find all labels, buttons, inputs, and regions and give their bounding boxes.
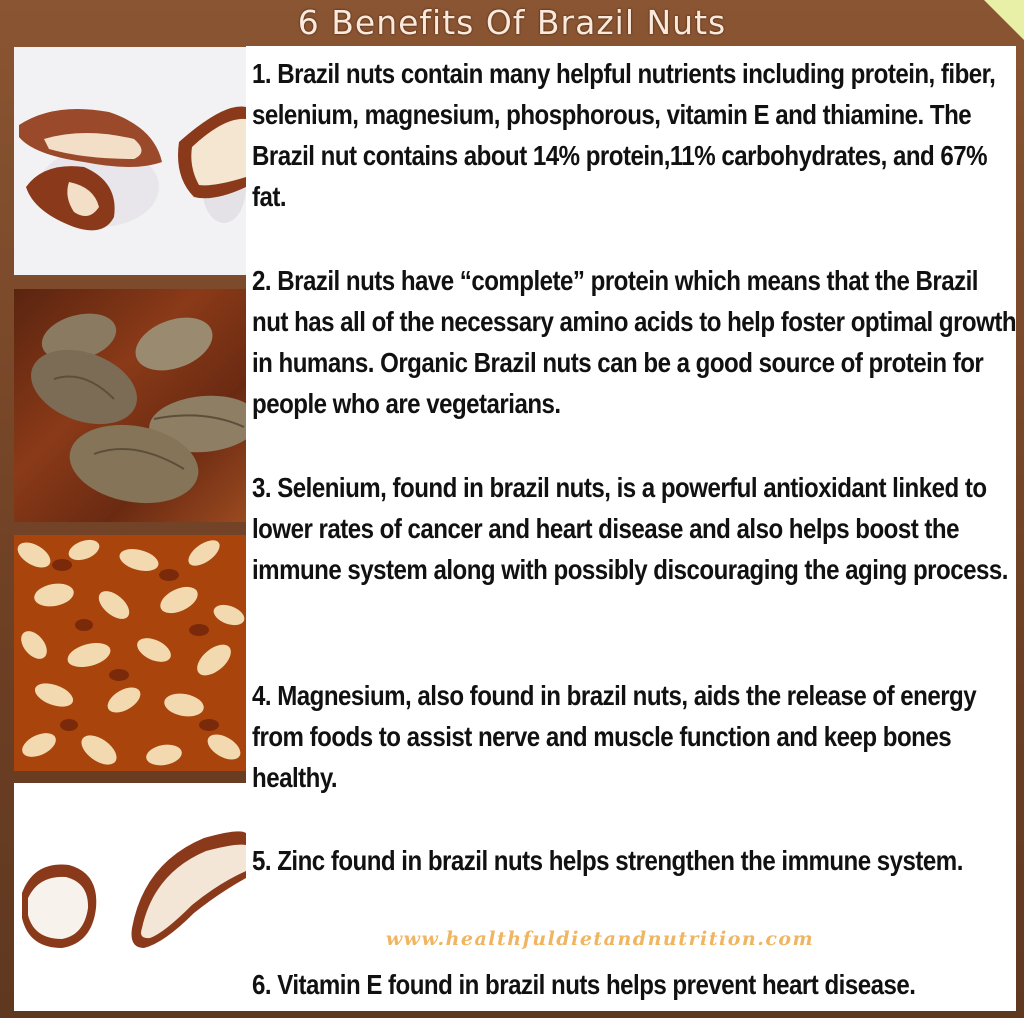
in-shell-nuts-illustration bbox=[14, 289, 246, 522]
shelled-nuts-illustration bbox=[14, 47, 246, 275]
photo-brazil-nut-pieces bbox=[14, 783, 246, 1011]
benefit-5-text: 5. Zinc found in brazil nuts helps strengthen the immune system. bbox=[252, 845, 963, 876]
photo-shelled-brazil-nuts bbox=[14, 47, 246, 275]
watermark-url: www.healthfuldietandnutrition.com bbox=[385, 928, 815, 950]
photo-brazil-nuts-in-shell bbox=[14, 289, 246, 522]
benefit-4-text: 4. Magnesium, also found in brazil nuts, aids the release of energy from foods to assist nerve and muscle function and keep bones healthy. bbox=[252, 680, 977, 793]
benefit-3-text: 3. Selenium, found in brazil nuts, is a powerful antioxidant linked to lower rates of cancer and heart disease and also helps boost the immune system along with possibly discouraging the aging process. bbox=[252, 472, 1008, 585]
benefit-2-text: 2. Brazil nuts have “complete” protein which means that the Brazil nut has all of the necessary amino acids to help foster optimal growth in humans. Organic Brazil nuts can be a good source of protein for people who are vegetarians. bbox=[252, 265, 1017, 419]
nut-pile-illustration bbox=[14, 535, 246, 771]
nut-pieces-illustration bbox=[14, 783, 246, 1011]
photo-pile-of-brazil-nuts bbox=[14, 535, 246, 771]
page-title: 6 Benefits Of Brazil Nuts bbox=[297, 3, 727, 42]
benefit-6-text: 6. Vitamin E found in brazil nuts helps prevent heart disease. bbox=[252, 969, 916, 1000]
benefit-1-text: 1. Brazil nuts contain many helpful nutrients including protein, fiber, selenium, magnesium, phosphorous, vitamin E and thiamine. The Brazil nut contains about 14% protein,11% carbohydrates, and 67% fat. bbox=[252, 58, 996, 212]
